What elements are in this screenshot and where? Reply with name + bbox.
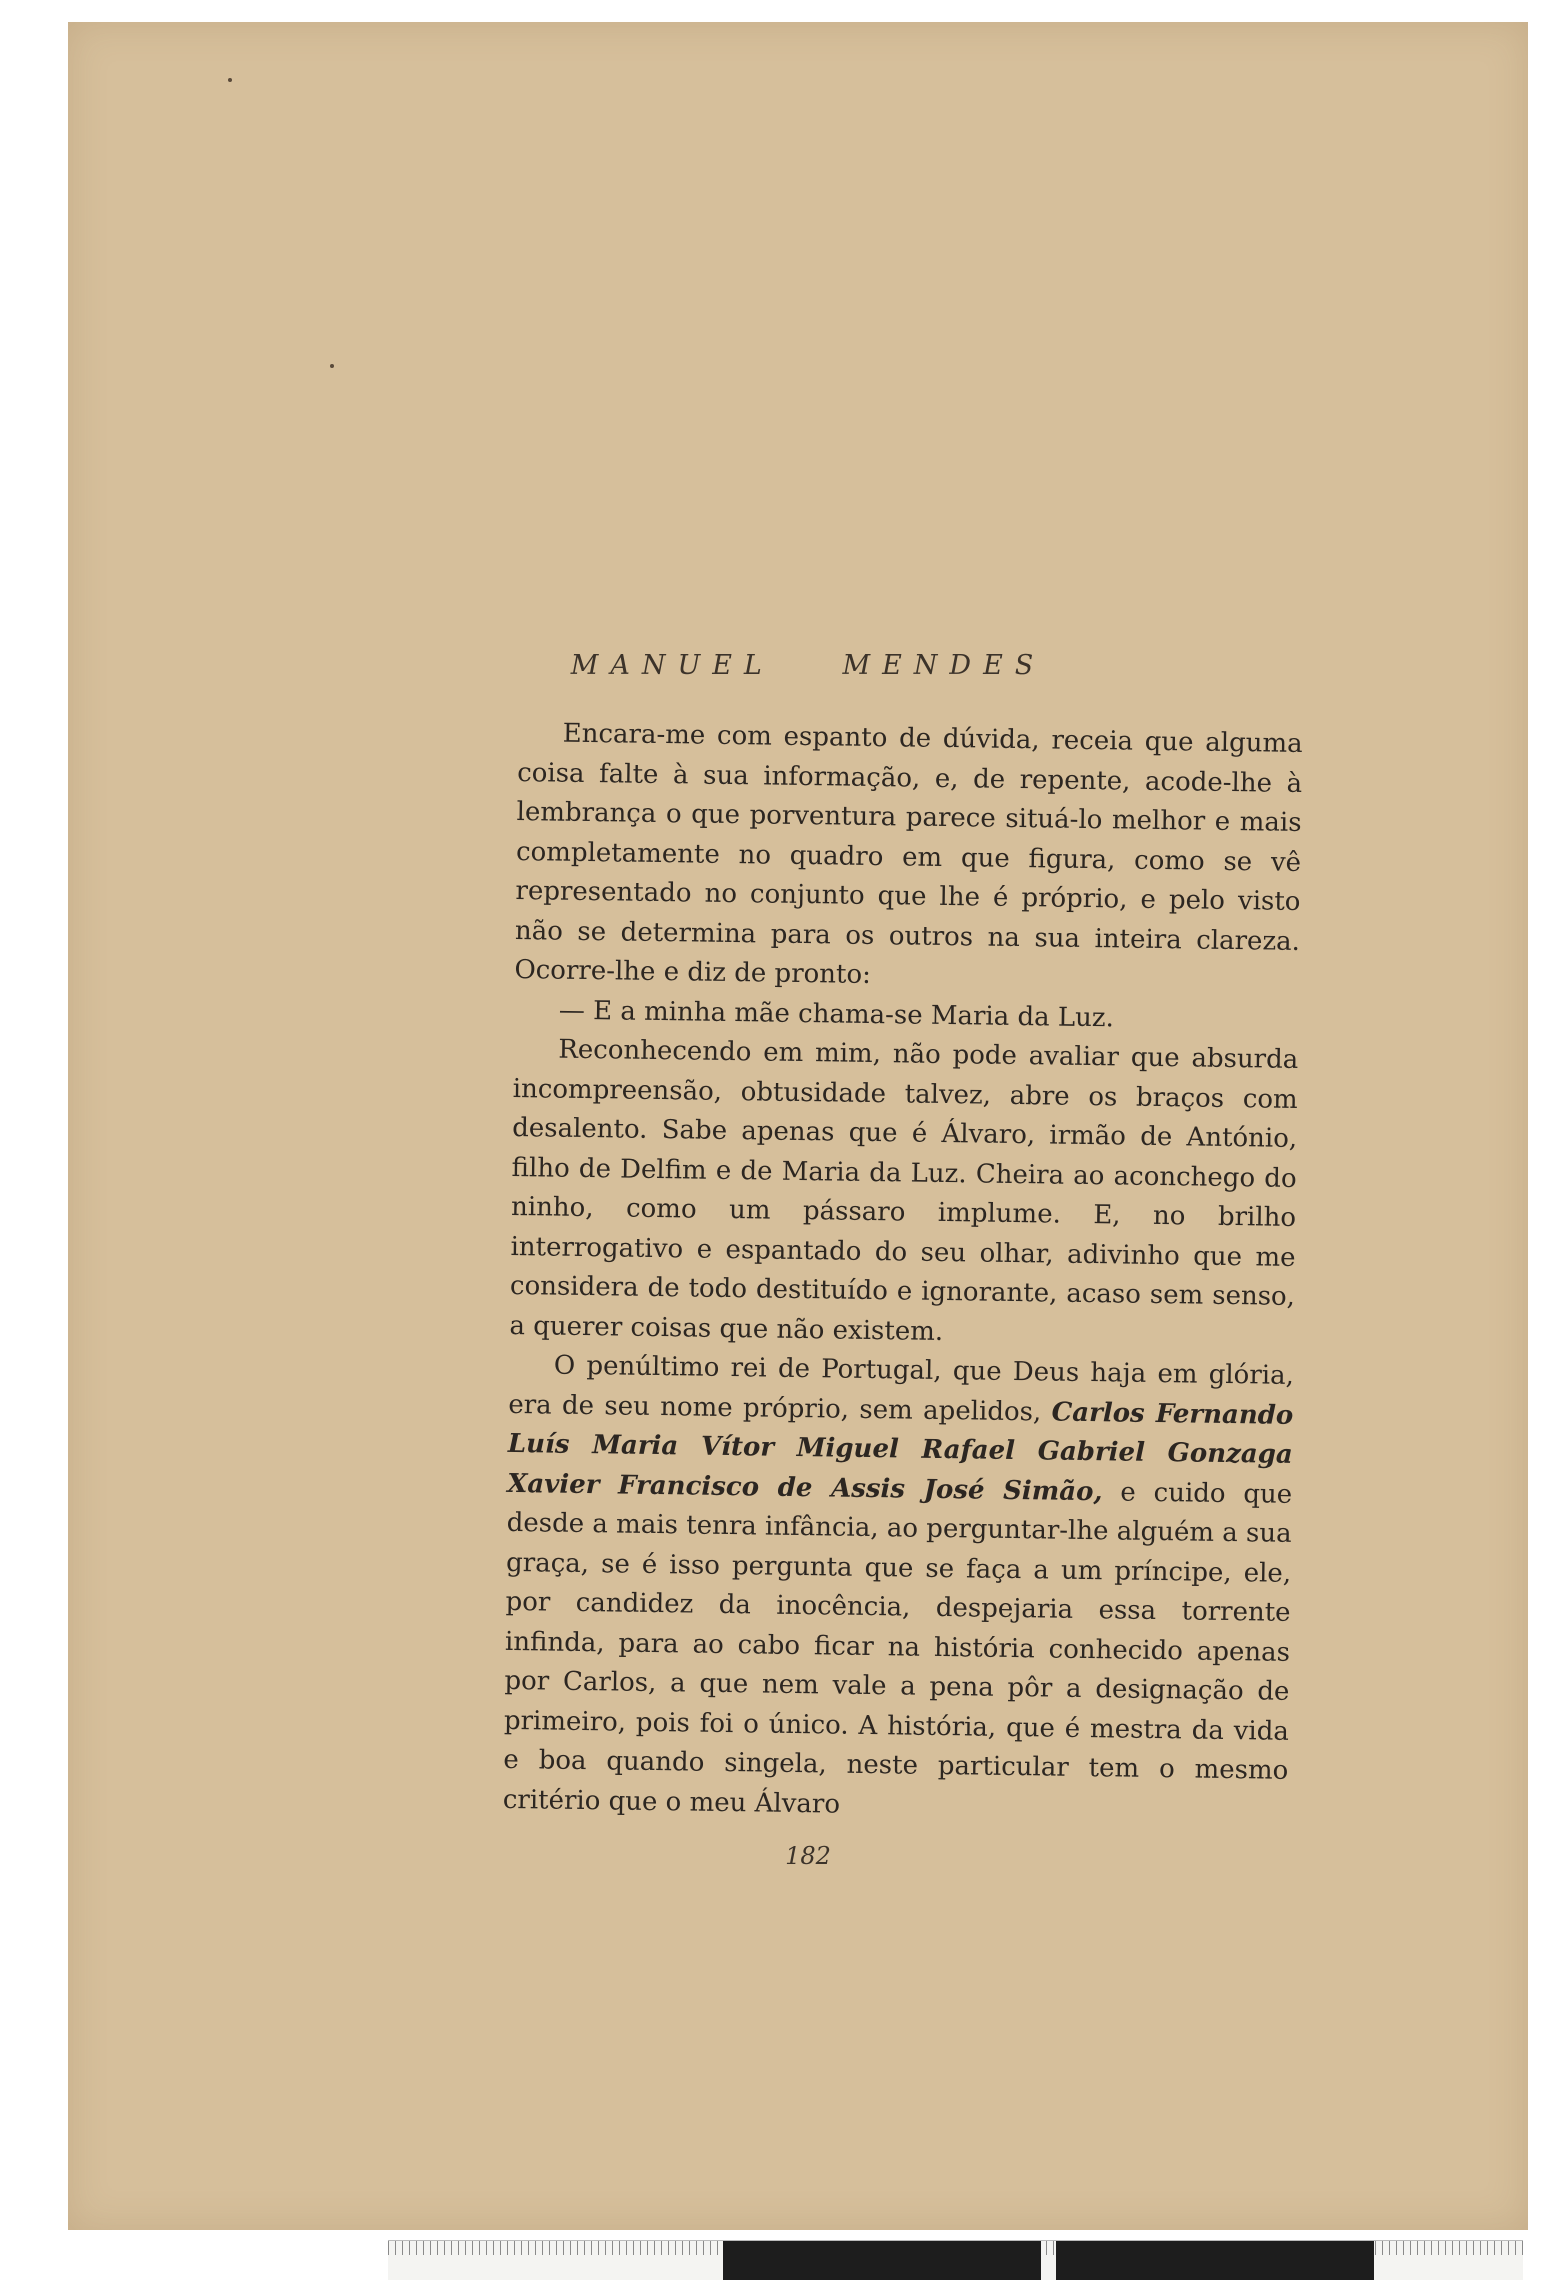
- paper-speck: [228, 78, 232, 82]
- paragraph: Encara-me com espanto de dúvida, receia que alguma coisa falte à sua informação, e, de repente, acode-lhe à lembrança o que porventura parece situá-lo melhor e mais completamente no quadro em que figura, como se vê representado no conjunto que lhe é próprio, e pelo visto não se determina para os outros na sua inteira clareza. Ocorre-lhe e diz de pronto:: [514, 718, 1303, 990]
- body-text: [503, 714, 1303, 1831]
- document-page: [68, 22, 1528, 2230]
- royal-names: Carlos Fernando Luís Maria Vítor Miguel Rafael Gabriel Gonzaga Xavier Francisco de Assis José Simão,: [507, 1397, 1294, 1507]
- paragraph: [503, 1346, 1295, 1831]
- page-number: 182: [785, 1842, 831, 1870]
- color-patch: [723, 2241, 1041, 2280]
- paragraph-text: e cuido que desde a mais tenra infância, ao perguntar-lhe alguém a sua graça, se é isso pergunta que se faça a um príncipe, ele, por candidez da inocência, despejaria essa torrente infinda, para ao cabo ficar na história conhecido apenas por Carlos, a que nem vale a pena pôr a designação de primeiro, pois foi o único. A história, que é mestra da vida e boa quando singela, neste particular tem o mesmo critério que o meu Álvaro: [502, 1476, 1293, 1820]
- color-patch: [1056, 2241, 1374, 2280]
- running-header: [78, 650, 1538, 681]
- paper-speck: [330, 364, 334, 368]
- author-last-name: MENDES: [842, 650, 1046, 681]
- paragraph-text: O penúltimo rei de Portugal, que Deus haja em glória, era de seu nome próprio, sem apelidos,: [508, 1350, 1295, 1428]
- author-first-name: MANUEL: [570, 650, 774, 681]
- paragraph: Reconhecendo em mim, não pode avaliar que absurda incompreensão, obtusidade talvez, abre os braços com desalento. Sabe apenas que é Álvaro, irmão de António, filho de Delfim e de Maria da Luz. Cheira ao aconchego do ninho, como um pássaro implume. E, no brilho interrogativo e espantado do seu olhar, adivinho que me considera de todo destituído e ignorante, acaso sem senso, a querer coisas que não existem.: [509, 1034, 1299, 1347]
- scale-ruler: [388, 2240, 1523, 2280]
- dialogue-line: — E a minha mãe chama-se Maria da Luz.: [558, 995, 1115, 1033]
